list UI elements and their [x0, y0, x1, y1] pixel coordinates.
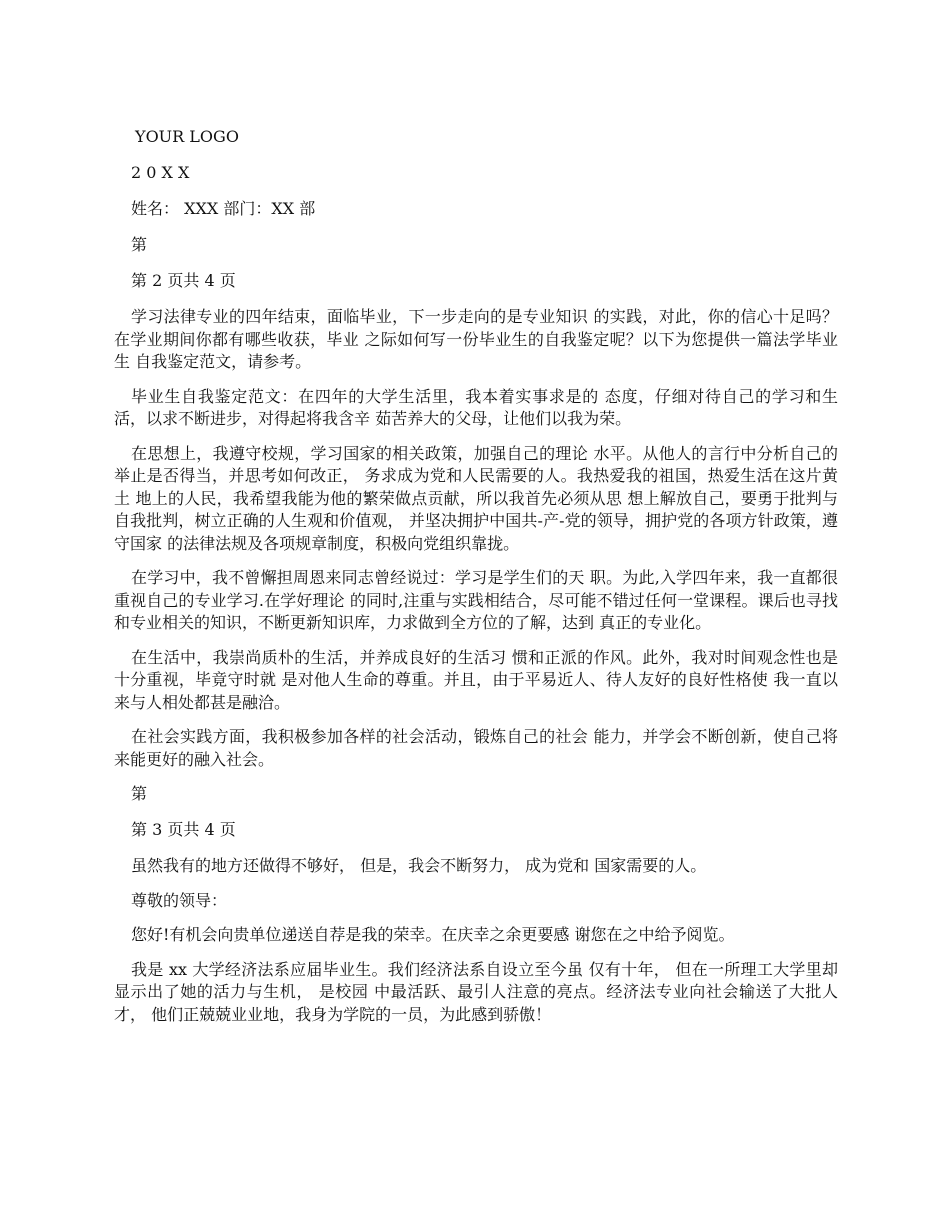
paragraph: 在思想上，我遵守校规，学习国家的相关政策，加强自己的理论 水平。从他人的言行中分析自己的举止是否得当，并思考如何改正， 务求成为党和人民需要的人。我热爱我的祖国，热爱生活在这片黄土 地上的人民，我希望我能为他的繁荣做点贡献，所以我首先必须从思 想上解放自己，要勇于批判与自我批判，树立正确的人生观和价值观， 并坚决拥护中国共-产-党的领导，拥护党的各项方针政策，遵守国家 的法律法规及各项规章制度，积极向党组织靠拢。	[114, 443, 838, 553]
year-text: 2 0 X X	[131, 163, 190, 182]
paragraph: 在学习中，我不曾懈担周恩来同志曾经说过：学习是学生们的天 职。为此,入学四年来，我一直都很重视自己的专业学习.在学好理论 的同时,注重与实践相结合，尽可能不错过任何一堂课程。课后也寻找 和专业相关的知识，不断更新知识库，力求做到全方位的了解，达到 真正的专业化。	[114, 568, 838, 632]
paragraph: 您好!有机会向贵单位递送自荐是我的荣幸。在庆幸之余更要感 谢您在之中给予阅览。	[131, 925, 735, 944]
paragraph: 在社会实践方面，我积极参加各样的社会活动，锻炼自己的社会 能力，并学会不断创新，使自己将来能更好的融入社会。	[114, 727, 838, 769]
paragraph: 毕业生自我鉴定范文：在四年的大学生活里，我本着实事求是的 态度，仔细对待自己的学习和生活，以求不断进步，对得起将我含辛 茹苦养大的父母，让他们以我为荣。	[114, 386, 838, 428]
paragraph: 我是 xx 大学经济法系应届毕业生。我们经济法系自设立至今虽 仅有十年， 但在一所理工大学里却显示出了她的活力与生机， 是校园 中最活跃、最引人注意的亮点。经济法专业向社会输送了大批人才， 他们正兢兢业业地，我身为学院的一员，为此感到骄傲！	[114, 959, 838, 1024]
document-page	[114, 126, 838, 1038]
name-department-line: 姓名： XXX 部门：XX 部	[131, 199, 316, 218]
logo-text: YOUR LOGO	[135, 127, 239, 146]
paragraph: 学习法律专业的四年结束，面临毕业，下一步走向的是专业知识 的实践，对此，你的信心十足吗？在学业期间你都有哪些收获，毕业 之际如何写一份毕业生的自我鉴定呢？以下为您提供一篇法学毕业生 自我鉴定范文，请参考。	[114, 307, 838, 371]
page-number-line: 第 2 页共 4 页	[131, 271, 236, 290]
page-marker-di: 第	[131, 784, 148, 803]
salutation: 尊敬的领导：	[131, 890, 228, 910]
paragraph: 在生活中，我崇尚质朴的生活，并养成良好的生活习 惯和正派的作风。此外，我对时间观念性也是十分重视，毕竟守时就 是对他人生命的尊重。并且，由于平易近人、待人友好的良好性格使 我一直以来与人相处都甚是融洽。	[114, 647, 838, 712]
page-number-line: 第 3 页共 4 页	[131, 820, 236, 839]
paragraph: 虽然我有的地方还做得不够好， 但是，我会不断努力， 成为党和 国家需要的人。	[131, 856, 707, 875]
page-marker-di: 第	[131, 235, 148, 254]
